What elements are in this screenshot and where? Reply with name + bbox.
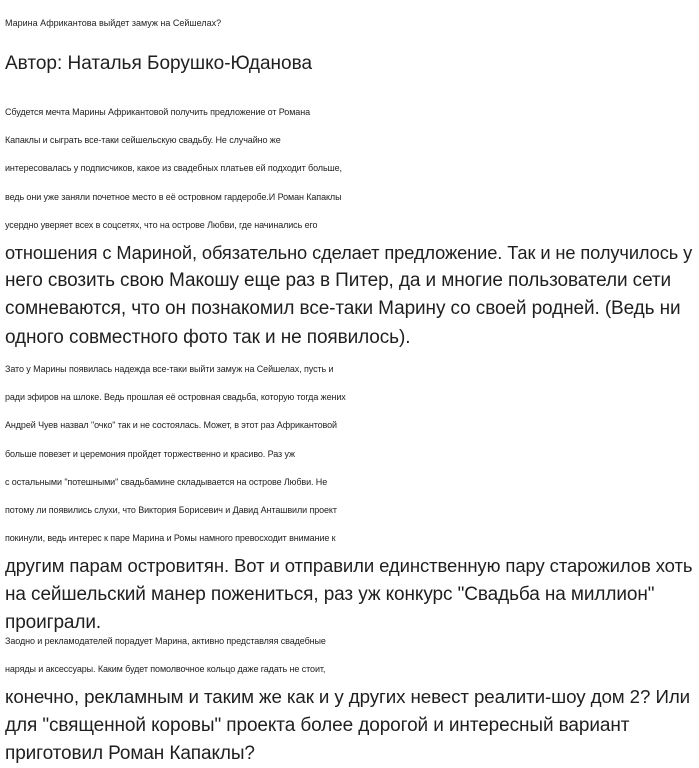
article-byline: Автор: Наталья Борушко-Юданова bbox=[5, 53, 313, 74]
article bbox=[5, 0, 695, 764]
paragraph-line: на сейшельский манер пожениться, раз уж конкурс "Свадьба на миллион" bbox=[5, 583, 655, 605]
paragraph-line: другим парам островитян. Вот и отправили единственную пару старожилов хоть bbox=[5, 555, 693, 577]
article-paragraph-3 bbox=[5, 627, 690, 768]
paragraph-line: Сбудется мечта Марины Африкантовой получить предложение от Романа bbox=[5, 107, 310, 117]
article-paragraph-1 bbox=[5, 98, 692, 352]
paragraph-line: отношения с Мариной, обязательно сделает предложение. Так и не получилось у bbox=[5, 242, 693, 264]
paragraph-line: покинули, ведь интерес к паре Марина и Ромы намного превосходит внимание к bbox=[5, 533, 336, 544]
paragraph-line: Заодно и рекламодателей порадует Марина, активно представляя свадебные bbox=[5, 636, 326, 646]
paragraph-line: усердно уверяет всех в соцсетях, что на острове Любви, где начинались его bbox=[5, 219, 318, 230]
paragraph-line: ведь они уже заняли почетное место в её островном гардеробе.И Роман Капаклы bbox=[5, 191, 342, 202]
paragraph-line: наряды и аксессуары. Каким будет помолвочное кольцо даже гадать не стоит, bbox=[5, 664, 326, 675]
paragraph-line: приготовил Роман Капаклы? bbox=[5, 742, 255, 764]
paragraph-line: Капаклы и сыграть все-таки сейшельскую свадьбу. Не случайно же bbox=[5, 135, 281, 146]
paragraph-line: интересовалась у подписчиков, какое из свадебных платьев ей подходит больше, bbox=[5, 163, 342, 174]
paragraph-line: сомневаются, что он познакомил все-таки Марину со своей родней. (Ведь ни bbox=[5, 298, 681, 320]
paragraph-line: больше повезет и церемония пройдет торжественно и красиво. Раз уж bbox=[5, 448, 295, 459]
paragraph-line: Зато у Марины появилась надежда все-таки выйти замуж на Сейшелах, пусть и bbox=[5, 364, 334, 374]
paragraph-line: ради эфиров на шлоке. Ведь прошлая её островная свадьба, которую тогда жених bbox=[5, 392, 346, 403]
paragraph-line: конечно, рекламным и таким же как и у других невест реалити-шоу дом 2? Или bbox=[5, 686, 691, 708]
paragraph-line: одного совместного фото так и не появилось). bbox=[5, 326, 411, 348]
article-title: Марина Африкантова выйдет замуж на Сейшелах? bbox=[5, 18, 222, 28]
paragraph-line: с остальными "потешными" свадьбамине складывается на острове Любви. Не bbox=[5, 476, 328, 487]
paragraph-line: потому ли появились слухи, что Виктория Борисевич и Давид Анташвили проект bbox=[5, 505, 337, 516]
article-paragraph-2 bbox=[5, 355, 692, 637]
paragraph-line: него свозить свою Макошу еще раз в Питер, да и многие пользователи сети bbox=[5, 270, 672, 292]
paragraph-line: для "священной коровы" проекта более дорогой и интересный вариант bbox=[5, 714, 630, 736]
paragraph-line: Андрей Чуев назвал "очко" так и не состоялась. Может, в этот раз Африкантовой bbox=[5, 420, 337, 431]
paragraph-line: проиграли. bbox=[5, 611, 102, 633]
